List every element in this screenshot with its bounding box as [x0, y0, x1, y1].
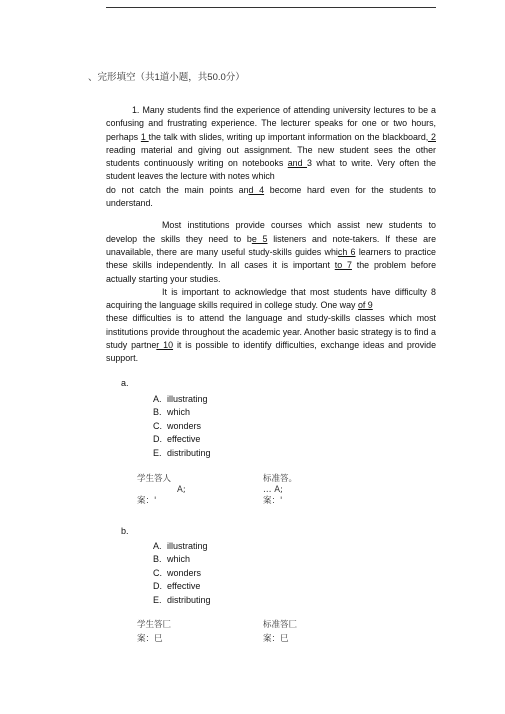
option-a-E[interactable]: E. distributing	[153, 447, 211, 458]
passage-paragraph-3-continued	[106, 312, 436, 365]
passage-text: 1. Many students find the experience of attending university lectures to be a confusing and frustrating experience. The lecturer speaks for one or two hours, perhaps	[106, 105, 436, 142]
blank-marker: d 4	[248, 184, 265, 195]
passage-paragraph-1	[106, 104, 436, 184]
section-title: 、完形填空（共1道小题，共50.0分）	[88, 72, 245, 83]
passage-text: the problem before actually starting your studies.	[106, 260, 437, 284]
option-b-D[interactable]: D. effective	[153, 581, 201, 592]
passage-paragraph-3	[106, 286, 436, 313]
option-a-C[interactable]: C. wonders	[153, 420, 202, 431]
standard-answer-a: 标准答。 … A; 案：'	[263, 474, 298, 506]
passage-paragraph-2	[106, 219, 436, 285]
question-a-options	[153, 393, 211, 460]
student-answer-a: 学生答人 A; 案：'	[137, 474, 186, 506]
passage-text: do not catch the main points an	[106, 184, 249, 195]
blank-marker: to 7	[334, 260, 352, 271]
standard-answer-b: 标准答匚 案：巳	[263, 620, 298, 644]
blank-marker: of 9	[357, 300, 373, 311]
option-b-A[interactable]: A. illustrating	[153, 541, 208, 551]
passage-paragraph-1-continued	[106, 184, 436, 211]
blank-marker: and	[287, 158, 308, 169]
passage-text: learners to practice these skills independently. In all cases it is important	[106, 246, 436, 271]
passage-text: Most institutions provide courses which assist new students to develop the skills they need to b	[106, 220, 436, 244]
blank-marker: r 10	[156, 340, 174, 351]
passage-text: 3 what to write. Very often the student leaves the lecture with notes which	[106, 158, 436, 182]
passage-text: reading material and giving out assignment. The new student sees the other students continuously writing on notebooks	[106, 144, 436, 169]
blank-marker: ch 6	[337, 246, 356, 257]
passage-text: it is possible to identify difficulties, exchange ideas and provide support.	[106, 340, 437, 364]
option-a-A[interactable]: A. illustrating	[153, 394, 208, 404]
student-answer-b: 学生答匚 案：巳	[137, 620, 172, 644]
passage-text: become hard even for the students to understand.	[106, 184, 436, 209]
passage-text: listeners and note-takers. If these are unavailable, there are many useful study-skills guides whi	[106, 233, 437, 257]
passage-text: the talk with slides, writing up important information on the blackboard	[148, 131, 426, 142]
blank-marker: , 2	[425, 131, 436, 142]
option-b-C[interactable]: C. wonders	[153, 567, 202, 578]
option-a-D[interactable]: D. effective	[153, 434, 201, 445]
passage-text: these difficulties is to attend the language and study-skills classes which most institutions provide throughout the academic year. Another basic strategy is to find a study partne	[106, 313, 436, 351]
question-label-a: a.	[121, 378, 129, 388]
option-b-E[interactable]: E. distributing	[153, 594, 211, 605]
cloze-passage	[106, 104, 436, 366]
blank-marker: 1	[140, 131, 149, 142]
option-a-B[interactable]: B. which	[153, 407, 191, 418]
passage-text: It is important to acknowledge that most students have difficulty 8 acquiring the language skills required in college study. One way	[106, 286, 436, 311]
question-label-b: b.	[121, 526, 129, 536]
option-b-B[interactable]: B. which	[153, 554, 191, 565]
question-b-options	[153, 540, 211, 607]
blank-marker: e 5	[251, 233, 268, 244]
top-rule	[106, 7, 436, 8]
